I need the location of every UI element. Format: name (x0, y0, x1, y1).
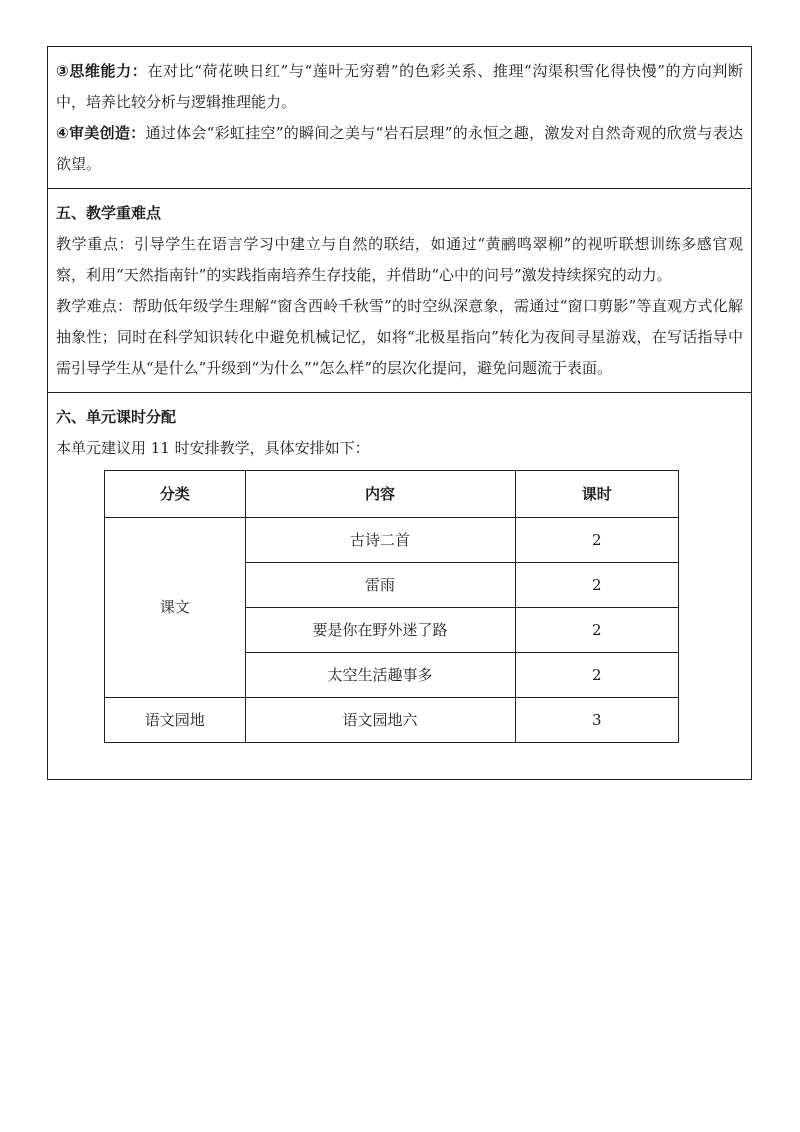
objective-aesthetic-text: 通过体会“彩虹挂空”的瞬间之美与“岩石层理”的永恒之趣，激发对自然奇观的欣赏与表达欲望。 (56, 124, 743, 173)
lesson-hours: 2 (515, 608, 678, 653)
table-header-row (105, 471, 679, 518)
lesson-content: 语文园地六 (245, 698, 515, 743)
objective-aesthetic-label: ④审美创造： (56, 124, 146, 142)
lesson-hours: 2 (515, 563, 678, 608)
document-frame (47, 46, 752, 780)
section-lesson-allocation (48, 393, 751, 779)
section-five-title: 五、教学重难点 (56, 204, 162, 222)
lesson-content: 雷雨 (245, 563, 515, 608)
header-content: 内容 (245, 471, 515, 518)
objectives-continued (48, 47, 751, 189)
section-six-title: 六、单元课时分配 (56, 408, 177, 426)
category-garden: 语文园地 (105, 698, 246, 743)
header-hours: 课时 (515, 471, 678, 518)
category-texts: 课文 (105, 518, 246, 698)
allocation-table (104, 470, 679, 743)
objective-thinking-text: 在对比“荷花映日红”与“莲叶无穷碧”的色彩关系、推理“沟渠积雪化得快慢”的方向判断中，培养比较分析与逻辑推理能力。 (56, 62, 743, 111)
teaching-focus: 教学重点：引导学生在语言学习中建立与自然的联结，如通过“黄鹂鸣翠柳”的视听联想训练多感官观察，利用“天然指南针”的实践指南培养生存技能，并借助“心中的问号”激发持续探究的动力。 (56, 235, 743, 284)
allocation-intro: 本单元建议用 11 时安排教学，具体安排如下： (56, 439, 370, 457)
lesson-content: 要是你在野外迷了路 (245, 608, 515, 653)
lesson-content: 太空生活趣事多 (245, 653, 515, 698)
section-key-points (48, 189, 751, 393)
table-row (105, 518, 679, 563)
objective-thinking (56, 56, 743, 118)
objective-aesthetic (56, 118, 743, 180)
header-category: 分类 (105, 471, 246, 518)
table-row (105, 698, 679, 743)
teaching-difficulty: 教学难点：帮助低年级学生理解“窗含西岭千秋雪”的时空纵深意象，需通过“窗口剪影”等直观方式化解抽象性；同时在科学知识转化中避免机械记忆，如将“北极星指向”转化为夜间寻星游戏，在写话指导中需引导学生从“是什么”升级到“为什么”“怎么样”的层次化提问，避免问题流于表面。 (56, 297, 743, 377)
lesson-hours: 2 (515, 518, 678, 563)
lesson-hours: 3 (515, 698, 678, 743)
lesson-hours: 2 (515, 653, 678, 698)
lesson-content: 古诗二首 (245, 518, 515, 563)
objective-thinking-label: ③思维能力： (56, 62, 148, 80)
